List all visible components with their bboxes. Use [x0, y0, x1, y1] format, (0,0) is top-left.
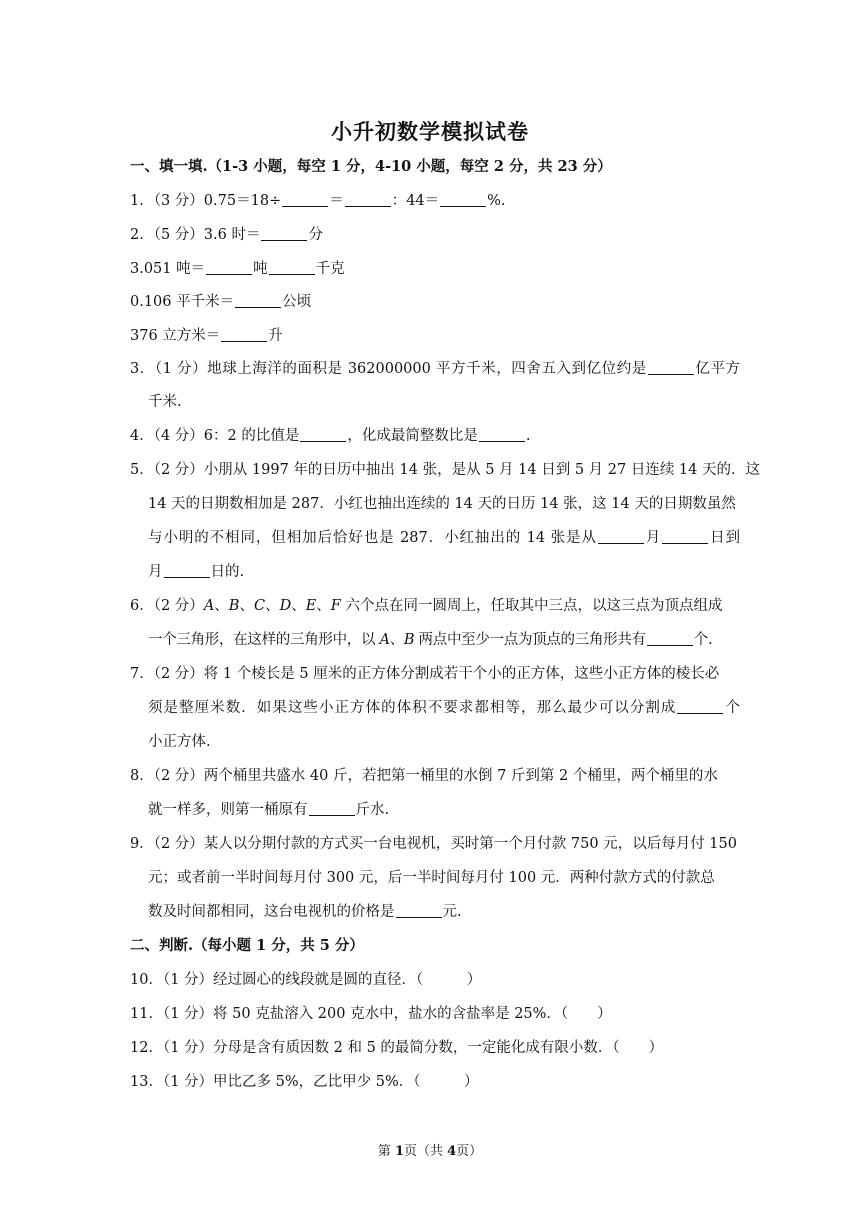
- question-9-line-3: 数及时间都相同，这台电视机的价格是 元.: [148, 904, 462, 920]
- answer-blank[interactable]: [282, 192, 328, 207]
- question-9-line-2: 元；或者前一半时间每月付 300 元，后一半时间每月付 100 元．两种付款方式的付款总: [148, 870, 715, 886]
- section-1-heading: 一、填一填.（1-3 小题，每空 1 分，4-10 小题，每空 2 分，共 23 分）: [130, 158, 612, 175]
- question-8: 8．（2 分）两个桶里共盛水 40 斤，若把第一桶里的水倒 7 斤到第 2 个桶里，两个桶里的水: [130, 768, 718, 784]
- answer-blank[interactable]: [648, 360, 694, 375]
- question-9: 9．（2 分）某人以分期付款的方式买一台电视机，买时第一个月付款 750 元，以后每月付 150: [130, 836, 737, 852]
- answer-blank[interactable]: [345, 192, 391, 207]
- answer-blank[interactable]: [235, 293, 281, 308]
- answer-blank[interactable]: [206, 260, 252, 275]
- question-4: 4．（4 分）6：2 的比值是 ，化成最简整数比是 .: [130, 428, 531, 444]
- question-3: 3．（1 分）地球上海洋的面积是 362000000 平方千米，四舍五入到亿位约是 亿平方: [130, 361, 740, 377]
- answer-blank[interactable]: [440, 192, 486, 207]
- answer-blank[interactable]: [300, 427, 346, 442]
- answer-blank[interactable]: [647, 631, 693, 646]
- question-7-line-3: 小正方体.: [148, 734, 211, 750]
- question-1: 1．（3 分）0.75＝18÷ ＝ ：44＝ %.: [130, 193, 506, 209]
- question-6: 6．（2 分）A、B、C、D、E、F 六个点在同一圆周上，任取其中三点，以这三点为顶点组成: [130, 598, 723, 614]
- question-5-line-2: 14 天的日期数相加是 287．小红也抽出连续的 14 天的日历 14 张，这 14 天的日期数虽然: [148, 496, 736, 512]
- answer-blank[interactable]: [677, 699, 723, 714]
- question-8-line-2: 就一样多，则第一桶原有 斤水.: [148, 802, 390, 818]
- answer-blank[interactable]: [396, 903, 442, 918]
- answer-blank[interactable]: [269, 260, 315, 275]
- question-5: 5．（2 分）小朋从 1997 年的日历中抽出 14 张，是从 5 月 14 日到 5 月 27 日连续 14 天的．这: [130, 462, 760, 478]
- answer-blank[interactable]: [164, 563, 210, 578]
- question-5-line-3: 与小明的不相同，但相加后恰好也是 287．小红抽出的 14 张是从 月 日到: [148, 530, 741, 546]
- question-13: 13．（1 分）甲比乙多 5%，乙比甲少 5%．（ ）: [130, 1074, 479, 1090]
- answer-blank[interactable]: [309, 801, 355, 816]
- page-footer: 第 1页（共 4页）: [377, 1144, 483, 1159]
- question-3-cont: 千米.: [148, 394, 182, 410]
- page-number: 1: [394, 1144, 404, 1159]
- question-2: 2．（5 分）3.6 时＝ 分: [130, 227, 323, 243]
- answer-blank[interactable]: [662, 529, 708, 544]
- section-2-heading: 二、判断.（每小题 1 分，共 5 分）: [130, 937, 364, 954]
- answer-blank[interactable]: [479, 427, 525, 442]
- question-2-part-c: 0.106 平千米＝ 公顷: [130, 294, 312, 310]
- question-6-line-2: 一个三角形，在这样的三角形中，以 A、B 两点中至少一点为顶点的三角形共有 个.: [148, 632, 713, 648]
- page-total: 4: [447, 1144, 457, 1159]
- question-5-line-4: 月 日的.: [148, 564, 245, 580]
- answer-blank[interactable]: [598, 529, 644, 544]
- question-11: 11．（1 分）将 50 克盐溶入 200 克水中，盐水的含盐率是 25%．（ ）: [130, 1006, 612, 1022]
- question-7-line-2: 须是整厘米数．如果这些小正方体的体积不要求都相等，那么最少可以分割成 个: [148, 700, 741, 716]
- question-7: 7．（2 分）将 1 个棱长是 5 厘米的正方体分割成若干个小的正方体，这些小正方体的棱长必: [130, 666, 720, 682]
- page-title: 小升初数学模拟试卷: [331, 119, 529, 144]
- question-12: 12．（1 分）分母是含有质因数 2 和 5 的最简分数，一定能化成有限小数．（ ）: [130, 1040, 664, 1056]
- answer-blank[interactable]: [261, 226, 307, 241]
- question-10: 10．（1 分）经过圆心的线段就是圆的直径．（ ）: [130, 972, 482, 988]
- answer-blank[interactable]: [221, 327, 267, 342]
- question-2-part-d: 376 立方米＝ 升: [130, 328, 283, 344]
- question-2-part-b: 3.051 吨＝ 吨 千克: [130, 261, 345, 277]
